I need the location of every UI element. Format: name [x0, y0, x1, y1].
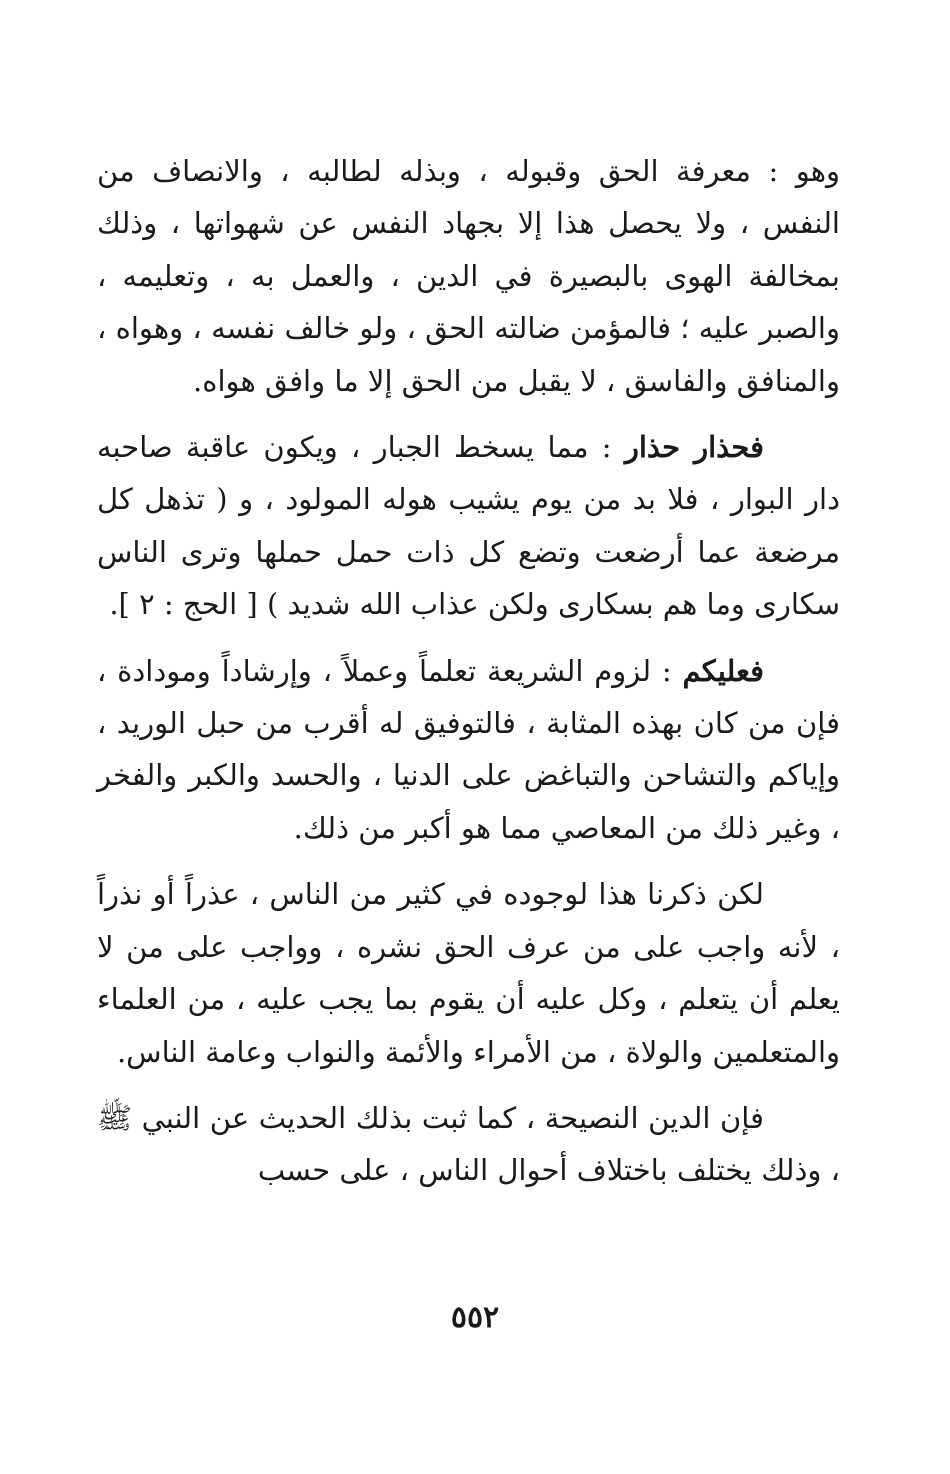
paragraph-2-text: : مما يسخط الجبار ، ويكون عاقبة صاحبه دار البوار ، فلا بد من يوم يشيب هوله المولود ، و ( تذهل كل مرضعة عما أرضعت وتضع كل ذات حمل حملها وترى الناس سكارى وما هم بسكارى ولكن عذاب الله شديد ) [ الحج : ٢ ]. — [97, 430, 840, 622]
page-number: ٥٥٢ — [450, 1300, 500, 1335]
paragraph-4-text: لكن ذكرنا هذا لوجوده في كثير من الناس ، عذراً أو نذراً ، لأنه واجب على من عرف الحق نشره ، وواجب على من لا يعلم أن يتعلم ، وكل عليه أن يقوم بما يجب عليه ، من العلماء والمتعلمين والولاة ، من الأمراء والأئمة والنواب وعامة الناس. — [97, 877, 840, 1069]
body-text — [97, 145, 840, 1211]
paragraph-3-text: : لزوم الشريعة تعلماً وعملاً ، وإرشاداً ومودادة ، فإن من كان بهذه المثابة ، فالتوفيق له أقرب من حبل الوريد ، وإياكم والتشاحن والتباغض على الدنيا ، والحسد والكبر والفخر ، وغير ذلك من المعاصي مما هو أكبر من ذلك. — [97, 653, 840, 845]
paragraph-1 — [97, 145, 840, 407]
paragraph-5-text: فإن الدين النصيحة ، كما ثبت بذلك الحديث عن النبي ﷺ ، وذلك يختلف باختلاف أحوال الناس ، على حسب — [97, 1100, 840, 1188]
paragraph-2 — [97, 421, 840, 631]
paragraph-2-lead: فحذار حذار — [624, 430, 764, 465]
paragraph-4 — [97, 868, 840, 1078]
paragraph-3 — [97, 645, 840, 855]
paragraph-5 — [97, 1092, 840, 1197]
paragraph-1-text: وهو : معرفة الحق وقبوله ، وبذله لطالبه ، والانصاف من النفس ، ولا يحصل هذا إلا بجهاد النفس عن شهواتها ، وذلك بمخالفة الهوى بالبصيرة في الدين ، والعمل به ، وتعليمه ، والصبر عليه ؛ فالمؤمن ضالته الحق ، ولو خالف نفسه ، وهواه ، والمنافق والفاسق ، لا يقبل من الحق إلا ما وافق هواه. — [97, 154, 840, 398]
paragraph-3-lead: فعليكم — [682, 653, 764, 688]
